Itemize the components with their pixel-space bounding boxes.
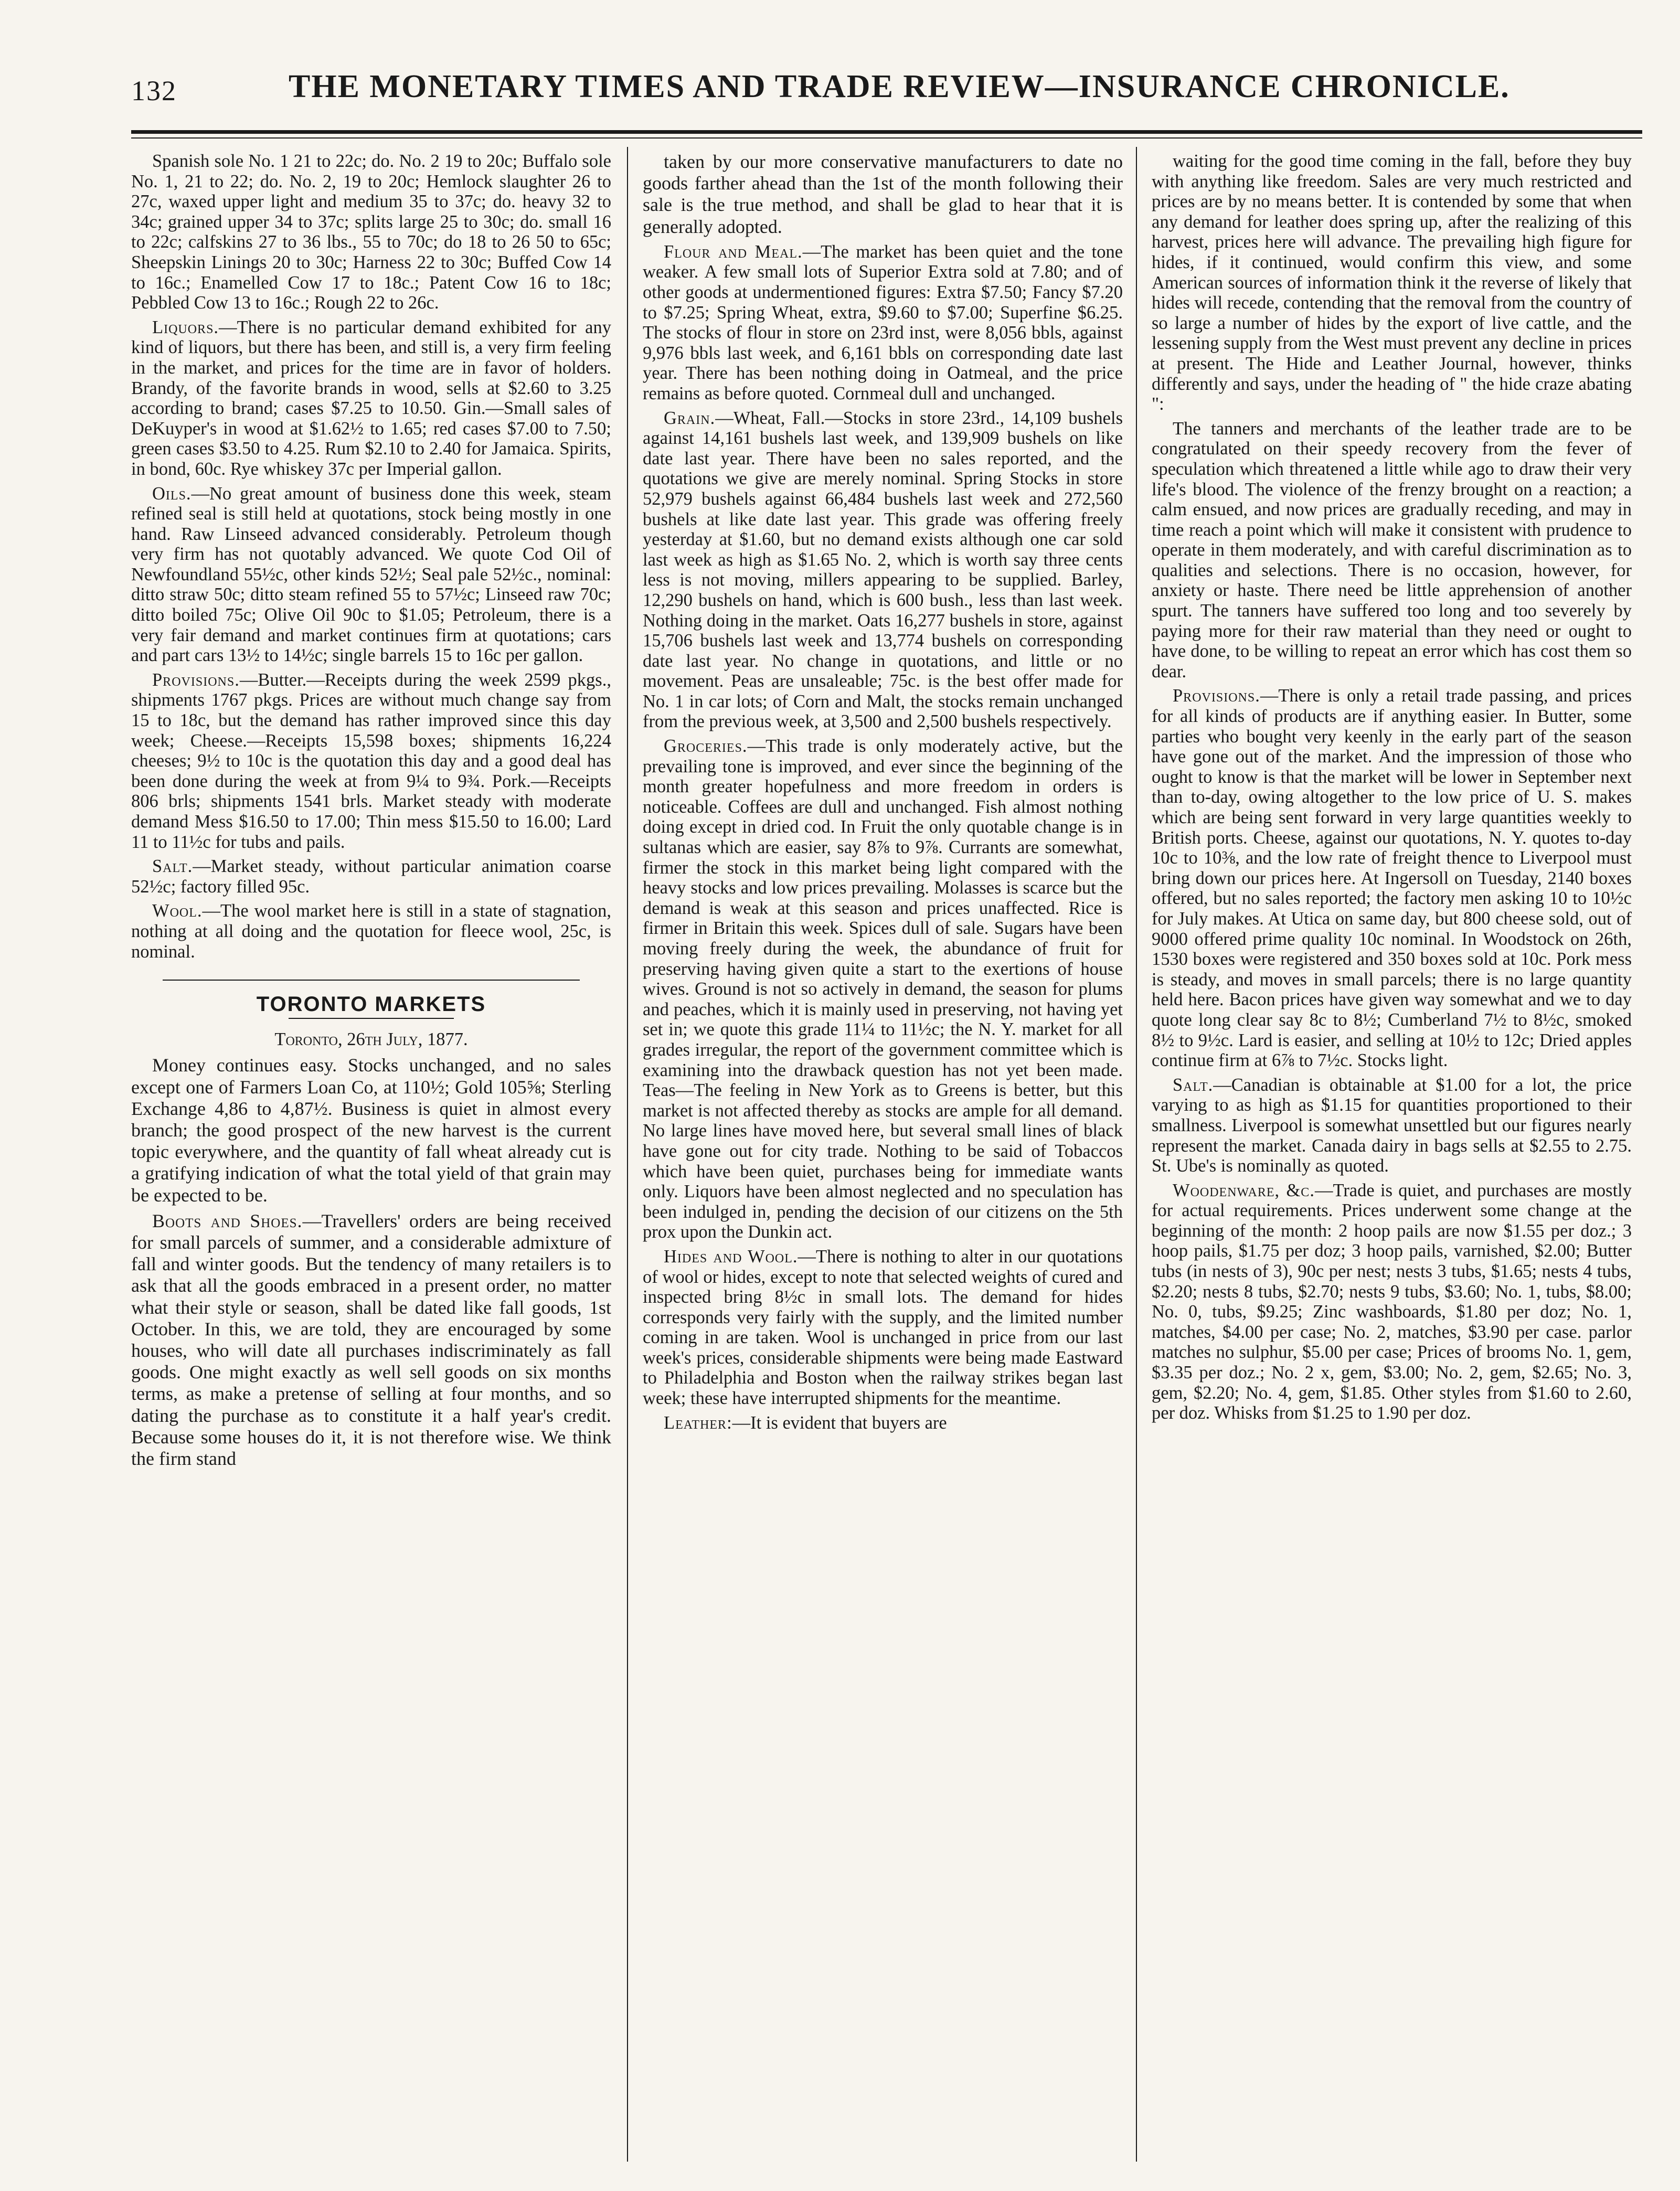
- leather-heading: Leather:: [664, 1412, 732, 1433]
- provisions-heading-2: Provisions.: [1173, 686, 1260, 706]
- provisions-paragraph: [131, 670, 611, 852]
- woodenware-text: —Trade is quiet, and purchases are mostly for actual requirements. Prices underwent some change at the beginning of the month: 2 hoop pails are now $1.55 per doz.; 3 hoop pails, $1.75 per doz; 3 hoop pails, varnished, $2.00; Butter tubs (in nests of 3), 90c per nest; nests 3 tubs, $1.65; nests 4 tubs, $2.20; nests 8 tubs, $2.70; nests 9 tubs, $3.60; No. 1, tubs, $8.00; No. 0, tubs, $9.25; Zinc washboards, $1.80 per doz; No. 1, matches, $4.00 per case; No. 2, matches, $3.90 per case. parlor matches no sulphur, $5.00 per case; Prices of brooms No. 1, gem, $3.35 per doz.; No. 2 x, gem, $3.00; No. 2, gem, $2.65; No. 3, gem, $2.20; No. 4, gem, $1.85. Other styles from $1.60 to 2.60, per doz. Whisks from $1.25 to 1.90 per doz.: [1152, 1180, 1632, 1423]
- leather-continued: waiting for the good time coming in the fall, before they buy with anything like freedom. Sales are very much restricted and prices are by no means better. It is contended by some that when any demand for leather does spring up, after the realizing of this harvest, prices here will advance. The prevailing high figure for hides, if it continued, would confirm this view, and some American sources of information think it the reverse of likely that hides will recede, contending that the removal from the country of so large a number of hides by the export of live cattle, and the lessening supply from the West must prevent any decline in prices at present. The Hide and Leather Journal, however, thinks differently and says, under the heading of " the hide craze abating ":: [1152, 151, 1632, 414]
- liquors-paragraph: [131, 317, 611, 480]
- grain-text: —Wheat, Fall.—Stocks in store 23rd., 14,109 bushels against 14,161 bushels last week, and 139,909 bushels on like date last year. There have been no sales reported, and the quotations we give are merely nominal. Spring Stocks in store 52,979 bushels against 66,484 bushels last week and 272,560 bushels at like date last year. This grade was offering freely yesterday at $1.60, but no demand exists although one car sold last week as high as $1.65 No. 2, which is worth say three cents less is not moving, millers appearing to be supplied. Barley, 12,290 bushels on hand, which is 600 bush., less than last week. Nothing doing in the market. Oats 16,277 bushels in store, against 15,706 bushels last week and 13,774 bushels on corresponding date last year. No change in quotations, and little or no movement. Peas are unsaleable; 75c. is the best offer made for No. 1 in car lots; of Corn and Malt, the stocks remain unchanged from the previous week, at 3,500 and 2,500 bushels respectively.: [643, 408, 1123, 732]
- oils-paragraph: [131, 484, 611, 666]
- woodenware-paragraph: [1152, 1180, 1632, 1423]
- provisions-text-2: —There is only a retail trade passing, and prices for all kinds of products are if anything easier. In Butter, some parties who bought very keenly in the early part of the season have gone out of the market. And the impression of those who ought to know is that the market will be lower in September next than to-day, owing altogether to the low price of U. S. makes which are being sent forward in very large quantities weekly to British ports. Cheese, against our quotations, N. Y. quotes to-day 10c to 10⅜, and the low rate of freight thence to Liverpool must bring down our prices here. At Ingersoll on Tuesday, 2140 boxes offered, but no sales reported; the factory men asking 10 to 10½c for July makes. At Utica on same day, but 800 cheese sold, out of 9000 offered prime quality 10c nominal. In Woodstock on 26th, 1530 boxes were registered and 350 boxes sold at 10c. Pork mess is steady, and moves in small parcels; there is no large quantity held here. Bacon prices have given way somewhat and we to day quote long clear say 8c to 8½; Cumberland 7½ to 8½c, smoked 8½ to 9½c. Lard is easier, and selling at 10½ to 12c; Dried apples continue firm at 6⅞ to 7½c. Stocks light.: [1152, 686, 1632, 1071]
- hides-wool-text: —There is nothing to alter in our quotations of wool or hides, except to note that selected weights of cured and inspected bring 8½c in small lots. The demand for hides corresponds very fairly with the supply, and the limited number coming in are taken. Wool is unchanged in price from our last week's prices, considerable shipments were being made Eastward to Philadelphia and Boston when the railway strikes began last week; these have interrupted shipments for the meantime.: [643, 1246, 1123, 1409]
- column-rule-left: [627, 147, 628, 2162]
- boots-shoes-heading: Boots and Shoes.: [152, 1210, 303, 1231]
- title-underline: [289, 1018, 454, 1019]
- leather-paragraph: [643, 1413, 1123, 1433]
- woodenware-heading: Woodenware, &c.: [1173, 1180, 1315, 1200]
- salt-heading: Salt.: [152, 856, 193, 877]
- wool-heading: Wool.: [152, 901, 203, 921]
- hides-wool-heading: Hides and Wool.: [664, 1246, 798, 1267]
- grain-heading: Grain.: [664, 408, 716, 428]
- header-rule-thick: [131, 130, 1642, 134]
- column-2: [643, 151, 1123, 2161]
- provisions-paragraph-2: [1152, 686, 1632, 1070]
- salt-text: —Market steady, without particular animation coarse 52½c; factory filled 95c.: [131, 856, 611, 897]
- oils-heading: Oils.: [152, 483, 192, 504]
- page-number: 132: [131, 75, 177, 107]
- section-divider: [163, 980, 580, 981]
- boots-shoes-paragraph: [131, 1210, 611, 1470]
- wool-text: —The wool market here is still in a state of stagnation, nothing at all doing and the quotation for fleece wool, 25c, is nominal.: [131, 901, 611, 962]
- salt-paragraph: [131, 856, 611, 897]
- salt-paragraph-2: [1152, 1075, 1632, 1176]
- running-head: THE MONETARY TIMES AND TRADE REVIEW—INSURANCE CHRONICLE.: [289, 69, 1510, 104]
- header-rule-thin: [131, 137, 1642, 139]
- wool-paragraph: [131, 901, 611, 962]
- groceries-paragraph: [643, 736, 1123, 1242]
- groceries-heading: Groceries.: [664, 736, 748, 757]
- flour-meal-paragraph: [643, 242, 1123, 404]
- salt-text-2: —Canadian is obtainable at $1.00 for a lot, the price varying to as high as $1.15 for quantities proportioned to their smallness. Liverpool is somewhat unsettled but our figures nearly represent the market. Canada dairy in bags sells at $2.55 to 2.75. St. Ube's is nominally as quoted.: [1152, 1075, 1632, 1176]
- hides-wool-paragraph: [643, 1247, 1123, 1409]
- leather-text: —It is evident that buyers are: [732, 1412, 947, 1433]
- oils-text: —No great amount of business done this week, steam refined seal is still held at quotations, stock being mostly in one hand. Raw Linseed advanced considerably. Petroleum though very firm has not quotably advanced. We quote Cod Oil of Newfoundland 55½c, other kinds 52½; Seal pale 52½c., nominal: ditto straw 50c; ditto steam refined 55 to 57½c; Linseed raw 70c; ditto boiled 75c; Olive Oil 90c to $1.05; Petroleum, there is a very fair demand and market continues firm at quotations; cars and part cars 13½ to 14½c; single barrels 15 to 16c per gallon.: [131, 483, 611, 666]
- provisions-heading: Provisions.: [152, 669, 240, 690]
- toronto-dateline: Toronto, 26th July, 1877.: [274, 1029, 468, 1049]
- boots-shoes-continued: taken by our more conservative manufacturers to date no goods farther ahead than the 1st of the month following their sale is the true method, and shall be glad to hear that it is generally adopted.: [643, 151, 1123, 237]
- salt-heading-2: Salt.: [1173, 1075, 1214, 1095]
- toronto-intro-paragraph: Money continues easy. Stocks unchanged, and no sales except one of Farmers Loan Co, at 110½; Gold 105⅝; Sterling Exchange 4,86 to 4,87½. Business is quiet in almost every branch; the good prospect of the new harvest is the current topic everywhere, and the quantity of fall wheat already cut is a gratifying indication of what the total yield of that grain may be expected to be.: [131, 1055, 611, 1206]
- grain-paragraph: [643, 408, 1123, 732]
- boots-shoes-text: —Travellers' orders are being received for small parcels of summer, and a considerable admixture of fall and winter goods. But the tendency of many retailers is to ask that all the goods embraced in a present order, no matter what their style or season, shall be dated like fall goods, 1st October. In this, we are told, they are encouraged by some houses, who will date all purchases indiscriminately as fall goods. One might exactly as well sell goods on six months terms, as make a pretense of selling at four months, and so dating the purchase as to constitute it a half year's credit. Because some houses do it, it is not therefore wise. We think the firm stand: [131, 1210, 611, 1469]
- hide-leather-journal-quote: The tanners and merchants of the leather trade are to be congratulated on their speedy recovery from the fever of speculation which threatened a little while ago to draw their very life's blood. The violence of the frenzy brought on a reaction; a calm ensued, and now prices are gradually receding, and may in time reach a point which will make it consistent with prudence to operate in them moderately, and with careful discrimination as to qualities and selections. There is no occasion, however, for anxiety or haste. There need be little apprehension of another spurt. The tanners have suffered too long and too severely by paying more for their raw material than they need or ought to have done, to be willing to repeat an error which has cost them so dear.: [1152, 418, 1632, 682]
- column-rule-right: [1136, 147, 1137, 2162]
- leather-prices-continued: Spanish sole No. 1 21 to 22c; do. No. 2 19 to 20c; Buffalo sole No. 1, 21 to 22; do. No. 2, 19 to 20c; Hemlock slaughter 26 to 27c, waxed upper light and medium 35 to 37c; do. heavy 32 to 34c; grained upper 34 to 37c; splits large 25 to 30c; do. small 16 to 22c; calfskins 27 to 36 lbs., 55 to 70c; do 18 to 26 50 to 65c; Sheepskin Linings 20 to 30c; Harness 22 to 30c; Buffed Cow 14 to 16c.; Enamelled Cow 17 to 18c.; Patent Cow 16 to 18c; Pebbled Cow 13 to 16c.; Rough 22 to 26c.: [131, 151, 611, 313]
- page-header: [131, 68, 1642, 126]
- column-3: [1152, 151, 1632, 2161]
- column-1: [131, 151, 611, 2161]
- liquors-heading: Liquors.: [152, 317, 219, 337]
- liquors-text: —There is no particular demand exhibited for any kind of liquors, but there has been, and still is, a very firm feeling in the market, and prices for the time are in favor of holders. Brandy, of the favorite brands in wood, sells at $2.60 to 3.25 according to brand; cases $7.25 to 10.50. Gin.—Small sales of DeKuyper's in wood at $1.62½ to 1.65; red cases $7.00 to 7.50; green cases $3.50 to 4.25. Rum $2.10 to 2.40 for Jamaica. Spirits, in bond, 60c. Rye whiskey 37c per Imperial gallon.: [131, 317, 611, 479]
- provisions-text: —Butter.—Receipts during the week 2599 pkgs., shipments 1767 pkgs. Prices are without much change say from 15 to 18c, but the demand has rather improved since this day week; Cheese.—Receipts 15,598 boxes; shipments 16,224 cheeses; 9½ to 10c is the quotation this day and a good deal has been done during the week at from 9¼ to 9¾. Pork.—Receipts 806 brls; shipments 1541 brls. Market steady with moderate demand Mess $16.50 to 17.00; Thin mess $15.50 to 16.00; Lard 11 to 11½c for tubs and pails.: [131, 669, 611, 852]
- flour-meal-heading: Flour and Meal.: [664, 241, 803, 262]
- toronto-markets-title: TORONTO MARKETS: [256, 993, 486, 1016]
- flour-meal-text: —The market has been quiet and the tone weaker. A few small lots of Superior Extra sold at 7.80; and of other goods at undermentioned figures: Extra $7.50; Fancy $7.20 to $7.25; Spring Wheat, extra, $9.60 to $7.00; Superfine $6.25. The stocks of flour in store on 23rd inst, were 8,056 bbls, against 9,976 bbls last week, and 6,161 bbls on corresponding date last year. There has been nothing doing in Oatmeal, and the price remains as before quoted. Cornmeal dull and unchanged.: [643, 241, 1123, 403]
- groceries-text: —This trade is only moderately active, but the prevailing tone is improved, and ever since the beginning of the month greater hopefulness and more freedom in orders is noticeable. Coffees are dull and unchanged. Fish almost nothing doing except in dried cod. In Fruit the only quotable change is in sultanas which are easier, say 8⅞ to 9⅞. Currants are somewhat, firmer the stock in this market being light compared with the heavy stocks and low prices prevailing. Molasses is scarce but the demand is weak at this season and prices unaffected. Rice is firmer in Britain this week. Spices dull of sale. Sugars have been moving freely during the week, the abundance of fruit for preserving having given quite a start to the exertions of house wives. Ground is not so actively in demand, the season for plums and peaches, which it is mainly used in preserving, not having yet set in; we quote this grade 11¼ to 11½c; the N. Y. market for all grades irregular, the report of the government committee which is examining into the drawback question has not yet been made. Teas—The feeling in New York as to Greens is better, but this market is not affected thereby as stocks are ample for all demand. No large lines have moved here, but several small lines of black have gone out for city trade. Nothing to be said of Tobaccos which have been quiet, purchases being for immediate wants only. Liquors have been almost neglected and no speculation has been indulged in, pending the decision of our citizens on the 5th prox upon the Dunkin act.: [643, 736, 1123, 1242]
